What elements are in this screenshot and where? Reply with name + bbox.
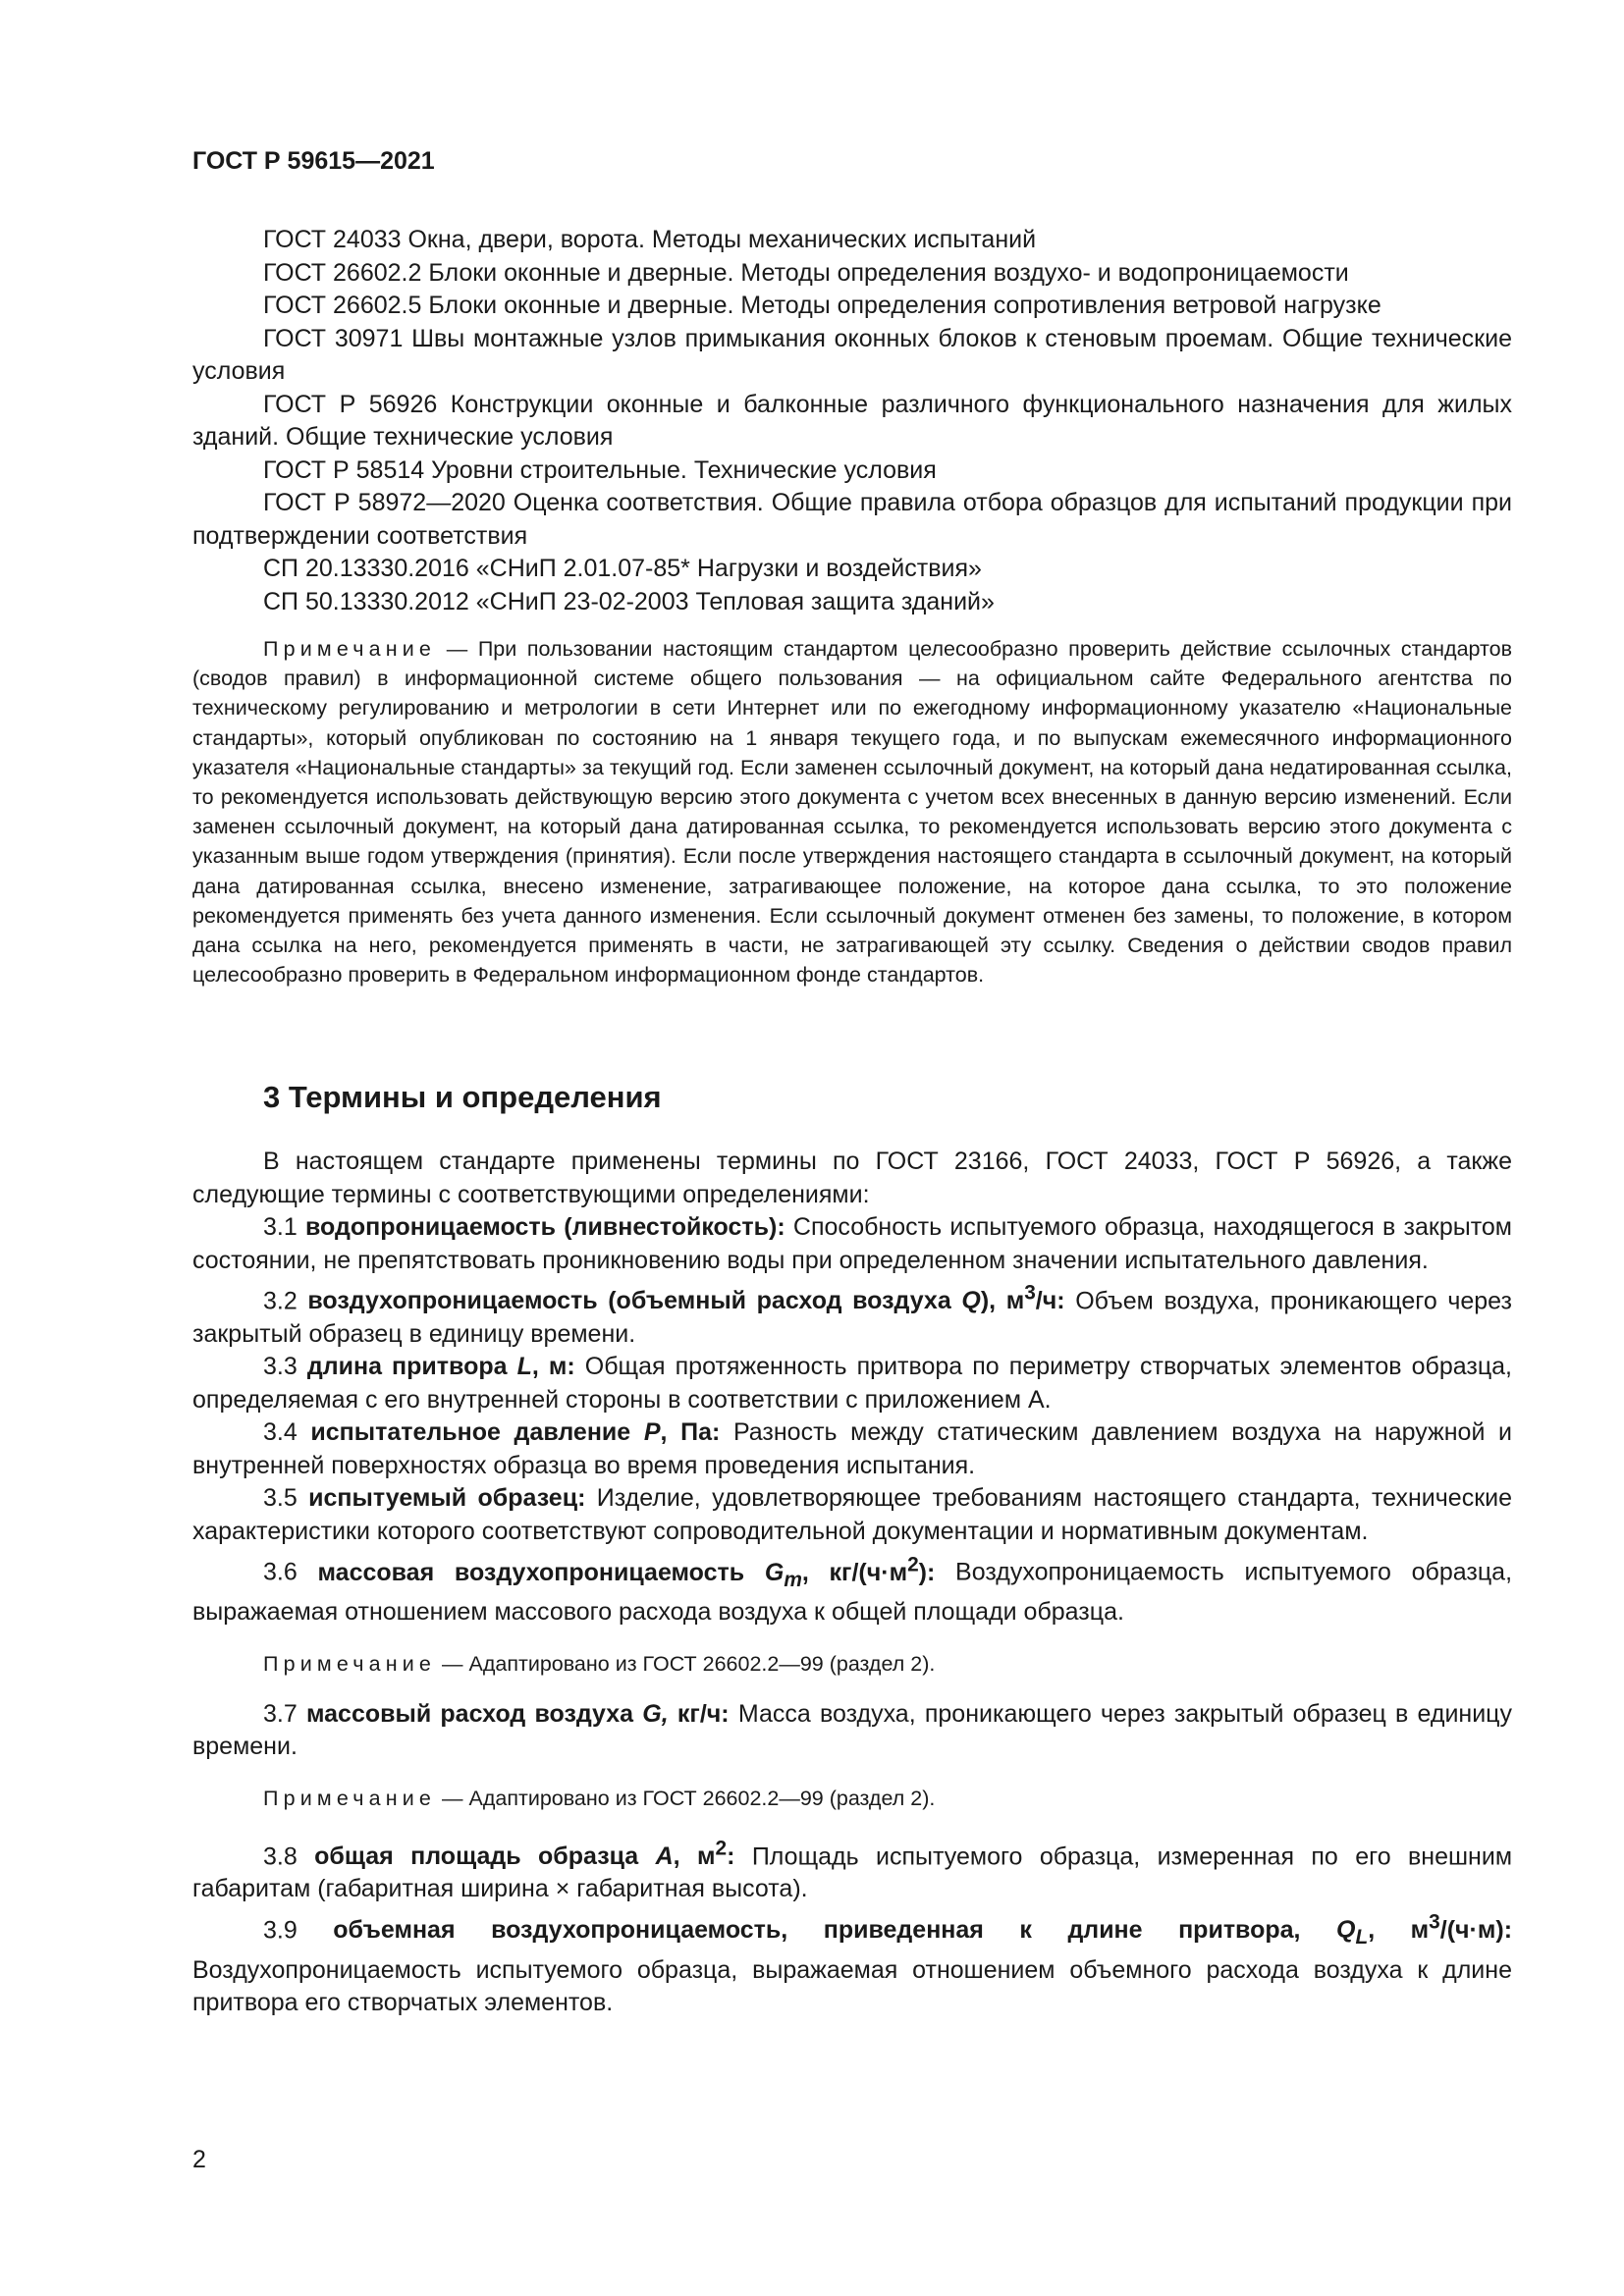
term-3-6: 3.6 массовая воздухопроницаемость $G_m$, $кг/(ч\cdot м^2)$: Воздухопроницаемость испытуемого образца, выражаемая отношением массового расхода воздуха к общей площади образца. — [192, 1553, 1513, 1627]
term-3-3: 3.3 длина притвора L, м: Общая протяженность притвора по периметру створчатых элементов образца, определяемая с его внутренней стороны в соответствии с приложением А. — [192, 1353, 1512, 1414]
terms-section — [192, 1146, 1512, 2020]
reference-item: ГОСТ Р 58972—2020 Оценка соответствия. Общие правила отбора образцов для испытаний продукции при подтверждении соответствия — [192, 489, 1512, 550]
reference-item: СП 50.13330.2012 «СНиП 23-02-2003 Тепловая защита зданий» — [263, 587, 995, 615]
term-3-2: 3.2 воздухопроницаемость (объемный расход воздуха Q), $м^3/ч$: Объем воздуха, проникающего через закрытый образец в единицу времени. — [192, 1282, 1512, 1348]
term-3-7: 3.7 массовый расход воздуха G, кг/ч: Масса воздуха, проникающего через закрытый образец в единицу времени. — [192, 1699, 1512, 1761]
reference-item: СП 20.13330.2016 «СНиП 2.01.07-85* Нагрузки и воздействия» — [263, 555, 982, 582]
reference-item: ГОСТ 26602.5 Блоки оконные и дверные. Методы определения сопротивления ветровой нагрузке — [263, 292, 1381, 319]
term-3-5: 3.5 испытуемый образец: Изделие, удовлетворяющее требованиям настоящего стандарта, технические характеристики которого соответствуют сопроводительной документации и нормативным документам. — [192, 1484, 1512, 1545]
document-header: ГОСТ Р 59615—2021 — [192, 147, 435, 175]
reference-item: ГОСТ Р 56926 Конструкции оконные и балконные различного функционального назначения для жилых зданий. Общие технические условия — [192, 390, 1512, 451]
note-text: — При пользовании настоящим стандартом целесообразно проверить действие ссылочных стандартов (сводов правил) в информационной системе общего пользования — на официальном сайте Федерального агентства по техническому регулированию и метрологии в сети Интернет или по ежегодному информационному указателю «Национальные стандарты», который опубликован по состоянию на 1 января текущего года, и по выпускам ежемесячного информационного указателя «Национальные стандарты» за текущий год. Если заменен ссылочный документ, на который дана недатированная ссылка, то рекомендуется использовать действующую версию этого документа с учетом всех внесенных в данную версию изменений. Если заменен ссылочный документ, на который дана датированная ссылка, то рекомендуется использовать версию этого документа с указанным выше годом утверждения (принятия). Если после утверждения настоящего стандарта в ссылочный документ, на который дана датированная ссылка, внесено изменение, затрагивающее положение, на которое дана ссылка, то это положение рекомендуется применять без учета данного изменения. Если ссылочный документ отменен без замены, то положение, в котором дана ссылка на него, рекомендуется применять в части, не затрагивающей эту ссылку. Сведения о действии сводов правил целесообразно проверить в Федеральном информационном фонде стандартов. — [192, 637, 1512, 988]
term-note: Примечание — Адаптировано из ГОСТ 26602.2—99 (раздел 2). — [263, 1786, 936, 1810]
normative-references — [192, 224, 1512, 618]
section-title: 3 Термины и определения — [263, 1080, 662, 1114]
reference-item: ГОСТ 30971 Швы монтажные узлов примыкания оконных блоков к стеновым проемам. Общие технические условия — [192, 324, 1512, 385]
note-label: Примечание — [263, 637, 437, 661]
section-intro: В настоящем стандарте применены термины по ГОСТ 23166, ГОСТ 24033, ГОСТ Р 56926, а также следующие термины с соответствующими определениями: — [192, 1148, 1512, 1208]
reference-item: ГОСТ 26602.2 Блоки оконные и дверные. Методы определения воздухо- и водопроницаемости — [263, 258, 1349, 287]
term-3-4: 3.4 испытательное давление P, Па: Разность между статическим давлением воздуха на наружной и внутренней поверхностях образца во время проведения испытания. — [192, 1418, 1513, 1479]
reference-item: ГОСТ 24033 Окна, двери, ворота. Методы механических испытаний — [263, 226, 1037, 253]
term-note: Примечание — Адаптировано из ГОСТ 26602.2—99 (раздел 2). — [263, 1651, 936, 1676]
term-3-9: 3.9 объемная воздухопроницаемость, приведенная к длине притвора, $Q_L$, $м^3/(ч\cdot м)$: Воздухопроницаемость испытуемого образца, выражаемая отношением объемного расхода воздуха к длине притвора его створчатых элементов. — [192, 1910, 1513, 2017]
page-number: 2 — [192, 2146, 206, 2173]
term-3-8: 3.8 общая площадь образца A, $м^2$: Площадь испытуемого образца, измеренная по его внешним габаритам (габаритная ширина × габаритная высота). — [192, 1837, 1513, 1903]
references-note — [192, 634, 1512, 989]
reference-item: ГОСТ Р 58514 Уровни строительные. Технические условия — [263, 455, 937, 484]
term-3-1: 3.1 водопроницаемость (ливнестойкость): Способность испытуемого образца, находящегося в закрытом состоянии, не препятствовать проникновению воды при определенном значении испытательного давления. — [192, 1213, 1512, 1274]
